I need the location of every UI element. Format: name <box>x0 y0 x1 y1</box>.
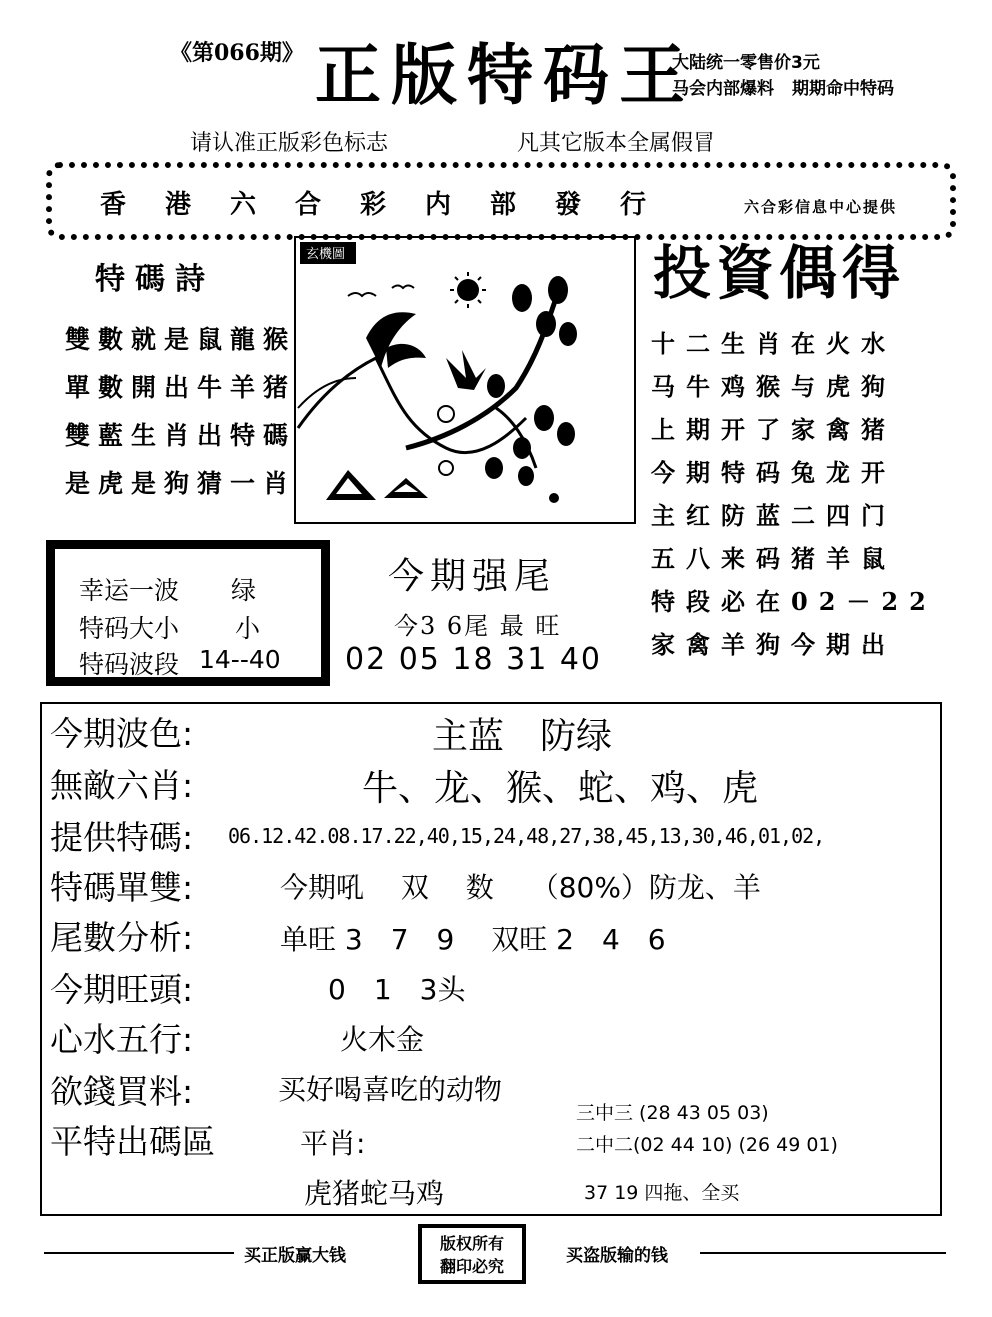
odd-even-label: 特碼單雙: <box>50 868 194 907</box>
lucky-range-value: 14--40 <box>199 645 281 674</box>
flat-label: 平特出碼區 <box>50 1122 215 1161</box>
codes-value: 06.12.42.08.17.22,40,15,24,48,27,38,45,13,30,46,01,02, <box>228 824 825 848</box>
poem-title: 特碼詩 <box>95 262 215 297</box>
tail-value: 单旺 3 7 9 双旺 2 4 6 <box>280 923 666 956</box>
poem-lines <box>65 316 296 508</box>
copyright-line-2: 翻印必究 <box>439 1257 504 1276</box>
ink-painting <box>294 236 636 524</box>
combo-two: 二中二(02 44 10) (26 49 01) <box>576 1134 838 1156</box>
strong-tail-subtitle: 今3 6尾 最 旺 <box>394 612 562 640</box>
invest-line: 十二生肖在火水 <box>651 329 896 358</box>
lucky-wave-label: 幸运一波 <box>79 576 180 605</box>
copyright-line-1: 版权所有 <box>439 1234 504 1253</box>
lucky-size-label: 特码大小 <box>79 614 180 643</box>
invest-line: 上期开了家禽猪 <box>651 415 896 444</box>
copyright-box <box>418 1224 526 1284</box>
buy-label: 欲錢買料: <box>50 1072 194 1111</box>
footer-left: 买正版赢大钱 <box>244 1246 346 1266</box>
lucky-wave-value: 绿 <box>231 576 257 605</box>
poem-line: 單數開出牛羊猪 <box>65 373 297 402</box>
footer-rule-left <box>44 1252 234 1254</box>
combo-drag: 37 19 四拖、全买 <box>584 1182 740 1204</box>
six-zodiac-label: 無敵六肖: <box>50 766 194 805</box>
invest-line: 马牛鸡猴与虎狗 <box>651 372 896 401</box>
lucky-range-label: 特码波段 <box>79 650 180 679</box>
tagline-1: 马会内部爆料 <box>672 79 774 99</box>
picture-seal: 玄機圖 <box>306 247 346 262</box>
lucky-size-row <box>79 609 261 645</box>
six-zodiac-value: 牛、龙、猴、蛇、鸡、虎 <box>362 768 759 809</box>
invest-line: 主红防蓝二四门 <box>651 501 896 530</box>
invest-line: 特段必在02－22 <box>651 587 937 616</box>
tagline-2: 期期命中特码 <box>792 79 894 99</box>
invest-line: 今期特码兔龙开 <box>651 458 896 487</box>
source-text: 六合彩信息中心提供 <box>744 198 898 216</box>
odd-even-value: 今期吼 双 数 （80%）防龙、羊 <box>280 871 761 904</box>
price-note: 大陆统一零售价3元 <box>672 53 820 73</box>
warning-left: 请认准正版彩色标志 <box>190 131 389 156</box>
page-title: 正版特码王 <box>315 36 695 114</box>
warning-right: 凡其它版本全属假冒 <box>517 131 716 156</box>
invest-lines <box>651 322 937 666</box>
lucky-wave-row <box>79 571 257 607</box>
flat-sub-label: 平肖: <box>300 1127 366 1160</box>
lucky-size-value: 小 <box>235 614 261 643</box>
poem-line: 是虎是狗猜一肖 <box>65 469 297 498</box>
issuer-text: 香港六合彩内部發行 <box>100 190 686 220</box>
invest-line: 五八来码猪羊鼠 <box>651 544 896 573</box>
five-elements-label: 心水五行: <box>50 1020 194 1059</box>
tagline <box>672 74 912 99</box>
five-elements-value: 火木金 <box>340 1023 425 1056</box>
wave-value: 主蓝 防绿 <box>432 716 613 757</box>
footer-right: 买盗版输的钱 <box>566 1246 668 1266</box>
combo-three: 三中三 (28 43 05 03) <box>576 1102 769 1124</box>
ink-painting-bird-plant-sun-icon <box>296 238 634 522</box>
strong-tail-title: 今期强尾 <box>388 556 557 597</box>
codes-label: 提供特碼: <box>50 818 194 857</box>
invest-line: 家禽羊狗今期出 <box>651 630 896 659</box>
wave-label: 今期波色: <box>50 714 194 753</box>
lucky-range-row <box>79 645 281 681</box>
lucky-box <box>46 540 330 686</box>
flat-value: 虎猪蛇马鸡 <box>304 1177 445 1210</box>
invest-title: 投資偶得 <box>653 239 906 307</box>
buy-value: 买好喝喜吃的动物 <box>278 1073 503 1106</box>
poem-line: 雙藍生肖出特碼 <box>65 421 297 450</box>
head-value: 0 1 3头 <box>328 973 466 1006</box>
tail-label: 尾數分析: <box>50 918 194 957</box>
poem-line: 雙數就是鼠龍猴 <box>65 325 297 354</box>
strong-tail-numbers: 02 05 18 31 40 <box>345 642 603 677</box>
footer-rule-right <box>700 1252 946 1254</box>
issue-number: 《第066期》 <box>170 40 304 66</box>
head-label: 今期旺頭: <box>50 970 194 1009</box>
